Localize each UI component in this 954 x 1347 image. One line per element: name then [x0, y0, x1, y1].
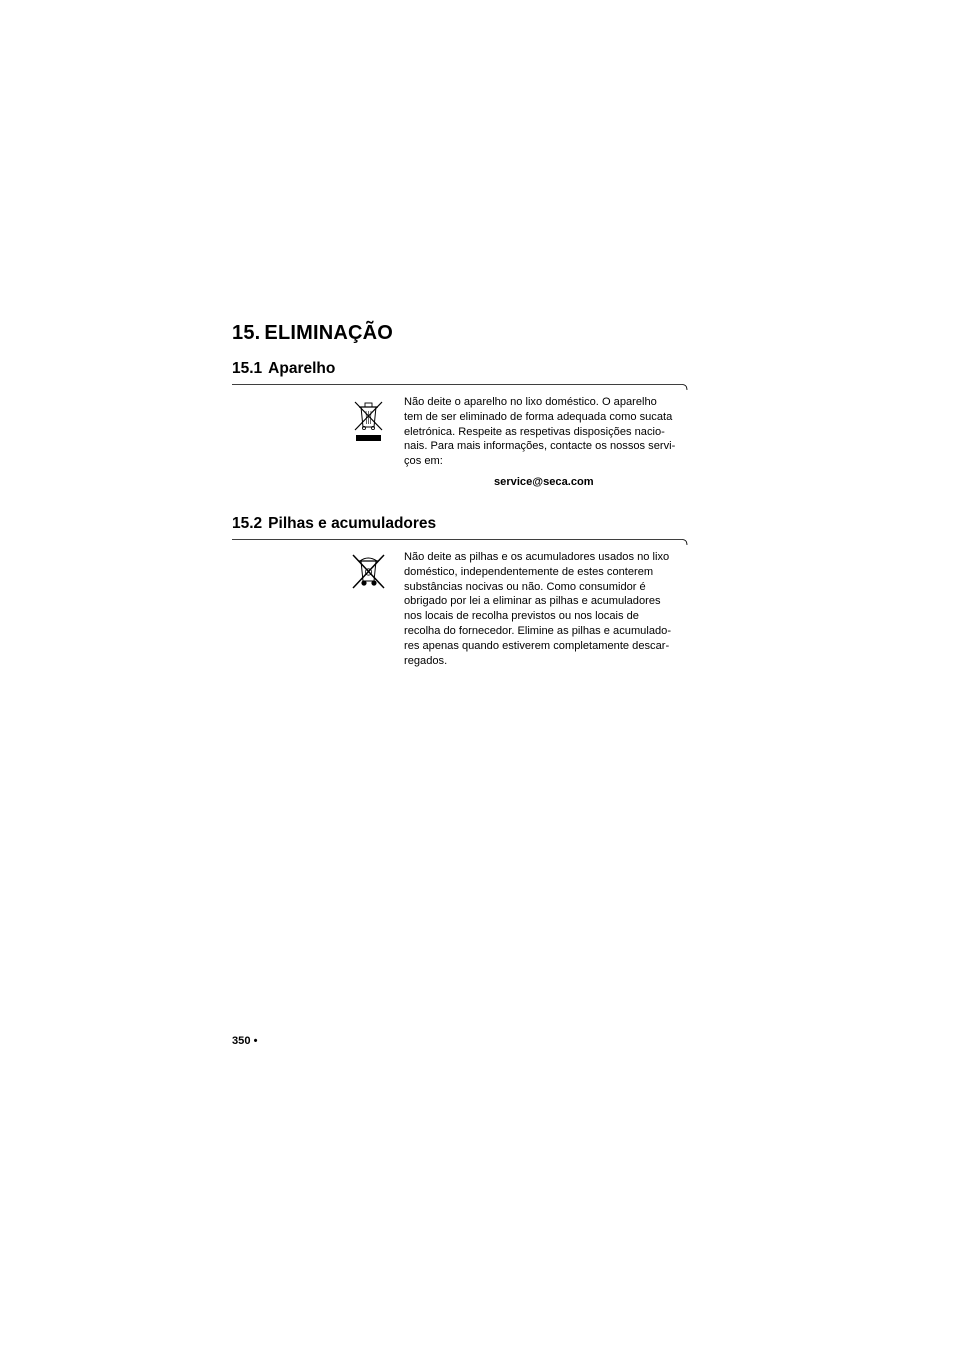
paragraph-line: substâncias nocivas ou não. Como consumidor é — [404, 580, 646, 593]
paragraph-line: eletrónica. Respeite as respetivas disposições nacio- — [404, 425, 665, 438]
section-title-aparelho — [232, 360, 335, 378]
section-number: 15.1 — [232, 360, 263, 377]
contact-email: service@seca.com — [494, 476, 594, 488]
section-paragraph-pilhas — [404, 550, 694, 668]
section-divider — [232, 538, 688, 546]
section-title-pilhas — [232, 515, 436, 533]
paragraph-line: tem de ser eliminado de forma adequada como sucata — [404, 410, 673, 423]
section-number: 15.2 — [232, 515, 263, 532]
paragraph-line: Não deite as pilhas e os acumuladores usados no lixo — [404, 551, 670, 563]
paragraph-line: nos locais de recolha previstos ou nos locais de — [404, 610, 639, 623]
paragraph-line: ços em: — [404, 455, 443, 468]
chapter-number: 15. — [232, 322, 261, 344]
battery-crossed-bin-icon — [350, 551, 386, 597]
page-number: 350 • — [232, 1035, 258, 1047]
section-title-text: Aparelho — [268, 360, 336, 377]
section-divider — [232, 383, 688, 391]
paragraph-line: recolha do fornecedor. Elimine as pilhas e acumulado- — [404, 624, 672, 637]
paragraph-line: nais. Para mais informações, contacte os nossos servi- — [404, 440, 676, 453]
chapter-title-text: ELIMINAÇÃO — [264, 322, 394, 344]
paragraph-line: Não deite o aparelho no lixo doméstico. O aparelho — [404, 396, 657, 408]
paragraph-line: doméstico, independentemente de estes conterem — [404, 565, 654, 578]
paragraph-line: regados. — [404, 654, 448, 667]
section-paragraph-aparelho — [404, 395, 694, 469]
section-title-text: Pilhas e acumuladores — [268, 515, 437, 532]
paragraph-line: obrigado por lei a eliminar as pilhas e acumuladores — [404, 595, 661, 608]
chapter-title — [232, 322, 393, 345]
weee-crossed-bin-icon — [350, 398, 386, 444]
paragraph-line: res apenas quando estiverem completamente descar- — [404, 639, 670, 652]
